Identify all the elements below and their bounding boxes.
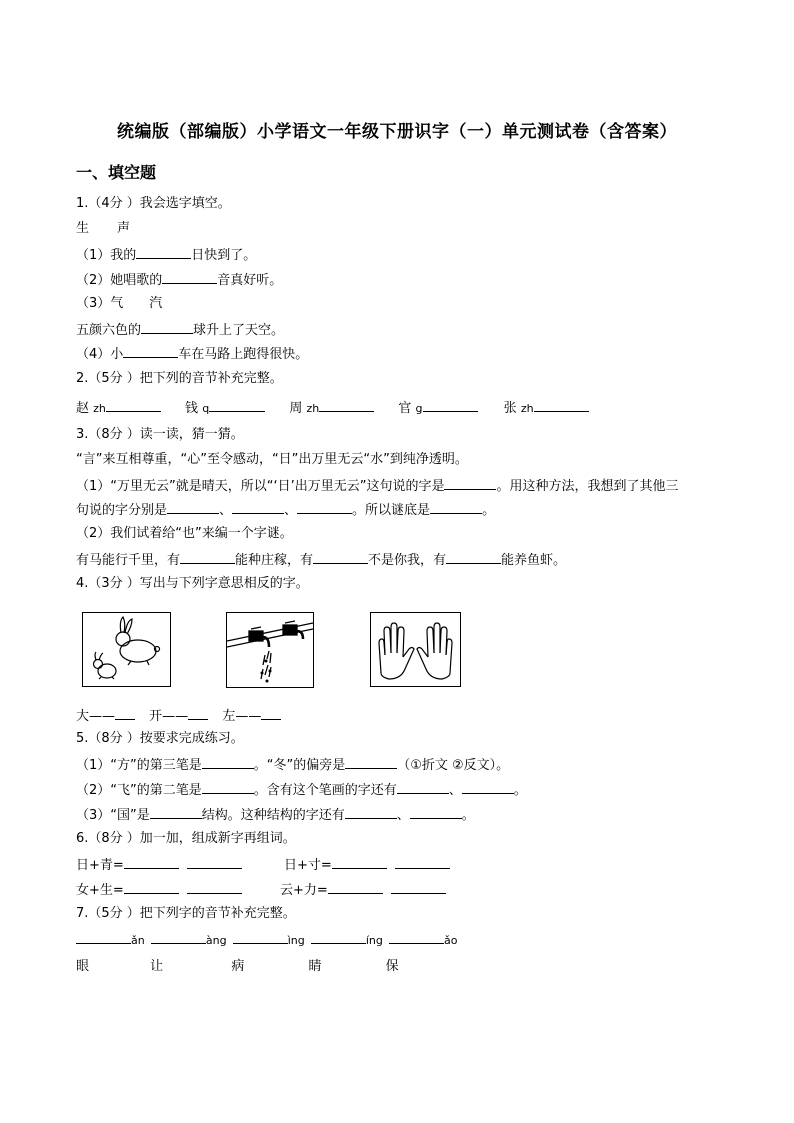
q7-char: 睛 xyxy=(308,959,322,974)
answer-blank[interactable] xyxy=(444,476,496,490)
q4-answer-row: 大—— 开—— 左—— xyxy=(76,706,281,726)
answer-blank[interactable] xyxy=(187,855,242,869)
pinyin-item: 官 g xyxy=(398,401,477,416)
answer-blank[interactable] xyxy=(209,398,265,412)
q5-line-2: （2）“飞”的第二笔是 。含有这个笔画的字还有 、 。 xyxy=(76,780,527,800)
q6-row-1: 日+青= 日+寸= xyxy=(76,855,450,875)
q3-line-1: （1）“万里无云”就是晴天，所以“‘日’出万里无云”这句说的字是 。用这种方法，我想到了其他三 xyxy=(76,476,679,496)
choice-char: 生 xyxy=(76,221,90,236)
q2-heading: 2.（5分 ）把下列的音节补充完整。 xyxy=(76,371,283,386)
pinyin-item: 钱 q xyxy=(185,401,265,416)
q7-pinyin-row: ǎn àng ìng íng ǎo xyxy=(76,930,458,950)
q7-char-row xyxy=(76,958,399,976)
answer-blank[interactable] xyxy=(76,930,131,944)
section-heading: 一、填空题 xyxy=(76,163,157,182)
hands-picture xyxy=(370,612,461,687)
answer-blank[interactable] xyxy=(136,245,191,259)
answer-blank[interactable] xyxy=(391,880,446,894)
answer-blank[interactable] xyxy=(462,780,514,794)
answer-blank[interactable] xyxy=(311,930,366,944)
faucet-picture xyxy=(226,612,314,688)
q5-line-1: （1）“方”的第三笔是 。“冬”的偏旁是 （①折文 ②反文）。 xyxy=(76,755,509,775)
answer-blank[interactable] xyxy=(106,398,161,412)
q6-heading: 6.（8分 ）加一加，组成新字再组词。 xyxy=(76,831,296,846)
answer-blank[interactable] xyxy=(233,930,288,944)
answer-blank[interactable] xyxy=(151,930,206,944)
answer-blank[interactable] xyxy=(332,855,387,869)
q6-row-2: 女+生= 云+力= xyxy=(76,880,446,900)
q7-char: 让 xyxy=(150,959,164,974)
q1-line-3: （3）气 汽 xyxy=(76,296,163,311)
q2-pinyin-row xyxy=(76,398,589,418)
answer-blank[interactable] xyxy=(180,550,235,564)
q4-heading: 4.（3分 ）写出与下列字意思相反的字。 xyxy=(76,576,309,591)
q1-line-1: （1）我的 日快到了。 xyxy=(76,245,256,265)
answer-blank[interactable] xyxy=(395,855,450,869)
q7-char: 保 xyxy=(385,959,399,974)
answer-blank[interactable] xyxy=(389,930,444,944)
answer-blank[interactable] xyxy=(162,270,217,284)
answer-blank[interactable] xyxy=(345,805,397,819)
answer-blank[interactable] xyxy=(328,880,383,894)
answer-blank[interactable] xyxy=(397,780,449,794)
q3-line-3: （2）我们试着给“也”来编一个字谜。 xyxy=(76,526,293,541)
q3-heading: 3.（8分 ）读一读，猜一猜。 xyxy=(76,427,244,442)
q1-line-2: （2）她唱歌的 音真好听。 xyxy=(76,270,282,290)
answer-blank[interactable] xyxy=(123,344,178,358)
answer-blank[interactable] xyxy=(124,855,179,869)
answer-blank[interactable] xyxy=(188,706,208,720)
choice-char: 声 xyxy=(117,221,131,236)
answer-blank[interactable] xyxy=(430,500,482,514)
answer-blank[interactable] xyxy=(141,320,193,334)
q1-heading: 1.（4分 ）我会选字填空。 xyxy=(76,196,231,211)
answer-blank[interactable] xyxy=(261,706,281,720)
faucets-illustration xyxy=(227,613,313,687)
hands-illustration xyxy=(371,613,460,686)
q7-char: 病 xyxy=(231,959,245,974)
answer-blank[interactable] xyxy=(446,550,501,564)
answer-blank[interactable] xyxy=(534,398,589,412)
q1-line-5: （4）小 车在马路上跑得很快。 xyxy=(76,344,308,364)
answer-blank[interactable] xyxy=(232,500,284,514)
answer-blank[interactable] xyxy=(410,805,462,819)
q3-line-2: 句说的字分别是 、 、 。所以谜底是 。 xyxy=(76,500,495,520)
q7-char: 眼 xyxy=(76,959,90,974)
answer-blank[interactable] xyxy=(167,500,219,514)
answer-blank[interactable] xyxy=(202,780,254,794)
pinyin-item: 张 zh xyxy=(504,401,589,416)
pinyin-item: 周 zh xyxy=(289,401,374,416)
answer-blank[interactable] xyxy=(423,398,478,412)
answer-blank[interactable] xyxy=(297,500,352,514)
rabbits-illustration xyxy=(83,613,170,686)
pinyin-item: 赵 zh xyxy=(76,401,161,416)
rabbits-picture xyxy=(82,612,171,687)
answer-blank[interactable] xyxy=(187,880,242,894)
q7-heading: 7.（5分 ）把下列字的音节补充完整。 xyxy=(76,906,296,921)
q3-line-4: 有马能行千里，有 能种庄稼，有 不是你我，有 能养鱼虾。 xyxy=(76,550,566,570)
answer-blank[interactable] xyxy=(345,755,397,769)
answer-blank[interactable] xyxy=(150,805,202,819)
q1-line-4: 五颜六色的 球升上了天空。 xyxy=(76,320,284,340)
q1-choice-chars xyxy=(76,220,130,238)
answer-blank[interactable] xyxy=(319,398,374,412)
q5-line-3: （3）“国”是 结构。这种结构的字还有 、 。 xyxy=(76,805,475,825)
answer-blank[interactable] xyxy=(124,880,179,894)
answer-blank[interactable] xyxy=(313,550,368,564)
q5-heading: 5.（8分 ）按要求完成练习。 xyxy=(76,731,244,746)
page-title: 统编版（部编版）小学语文一年级下册识字（一）单元测试卷（含答案） xyxy=(117,122,677,142)
answer-blank[interactable] xyxy=(115,706,135,720)
q3-riddle: “言”来互相尊重，“心”至令感动，“日”出万里无云“水”到纯净透明。 xyxy=(76,452,468,467)
answer-blank[interactable] xyxy=(202,755,254,769)
